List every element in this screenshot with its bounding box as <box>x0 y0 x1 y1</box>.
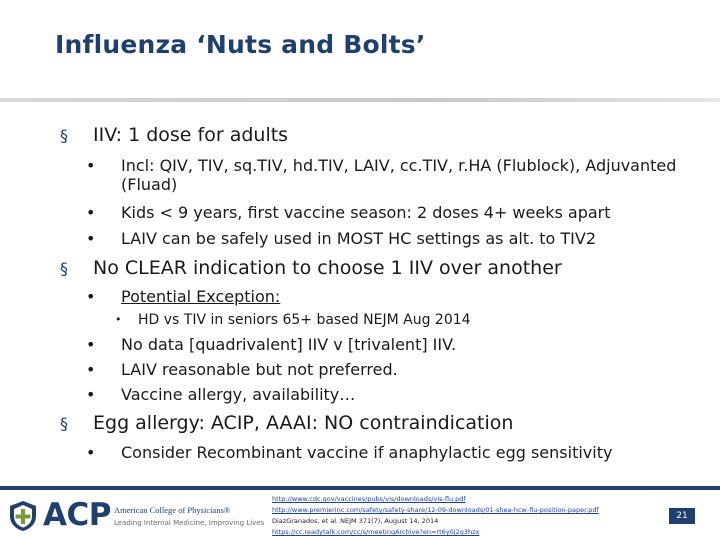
section-heading-text: IIV: 1 dose for adults <box>93 124 289 146</box>
bullet-icon: • <box>115 313 122 326</box>
section-heading-text: No CLEAR indication to choose 1 IIV over another <box>93 257 562 279</box>
reference-list <box>272 494 672 538</box>
list-item-text: Incl: QIV, TIV, sq.TIV, hd.TIV, LAIV, cc.TIV, r.HA (Flublock), Adjuvanted (Fluad) <box>121 156 677 194</box>
reference-link[interactable]: http://www.premierinc.com/safety/safety-share/12-09-downloads/01-shea-hcw-flu-position-paper.pdf <box>272 506 599 514</box>
bullet-icon: • <box>86 203 96 222</box>
bullet-icon: • <box>86 229 96 248</box>
title-divider <box>0 98 720 102</box>
acp-shield-icon <box>8 500 38 532</box>
page-number: 21 <box>669 508 695 524</box>
reference-link[interactable]: https://cc.readytalk.com/cc/s/meetingArchive?en=rt6y0j2g3hzx <box>272 528 480 536</box>
square-bullet-icon: § <box>60 414 68 433</box>
bullet-icon: • <box>86 335 96 354</box>
exception-detail: HD vs TIV in seniors 65+ based NEJM Aug 2014 <box>138 312 471 328</box>
reference-citation: DiazGranados, et al. NEJM 371(7), August 14, 2014 <box>272 517 439 525</box>
bullet-icon: • <box>86 156 96 175</box>
organization-tagline: Leading Internal Medicine, Improving Lives <box>114 519 265 527</box>
list-item-text: Vaccine allergy, availability… <box>121 385 356 404</box>
logo-text: ACP <box>43 497 111 533</box>
square-bullet-icon: § <box>60 126 68 145</box>
list-item-text: Kids < 9 years, first vaccine season: 2 doses 4+ weeks apart <box>121 203 611 222</box>
bullet-icon: • <box>86 360 96 379</box>
list-item-text: Consider Recombinant vaccine if anaphylactic egg sensitivity <box>121 443 613 462</box>
square-bullet-icon: § <box>60 259 68 278</box>
section-heading-text: Egg allergy: ACIP, AAAI: NO contraindication <box>93 412 514 434</box>
list-item-text: LAIV reasonable but not preferred. <box>121 360 398 379</box>
bullet-icon: • <box>86 385 96 404</box>
list-item-text: LAIV can be safely used in MOST HC settings as alt. to TIV2 <box>121 229 597 248</box>
bullet-icon: • <box>86 287 96 306</box>
list-item-text: No data [quadrivalent] IIV v [trivalent] IIV. <box>121 335 457 354</box>
exception-label: Potential Exception: <box>121 287 281 306</box>
organization-name: American College of Physicians® <box>114 505 231 515</box>
reference-link[interactable]: http://www.cdc.gov/vaccines/pubs/vis/downloads/vis-flu.pdf <box>272 495 466 503</box>
slide-title: Influenza ‘Nuts and Bolts’ <box>55 30 426 59</box>
bullet-icon: • <box>86 443 96 462</box>
acp-logo <box>8 497 265 537</box>
